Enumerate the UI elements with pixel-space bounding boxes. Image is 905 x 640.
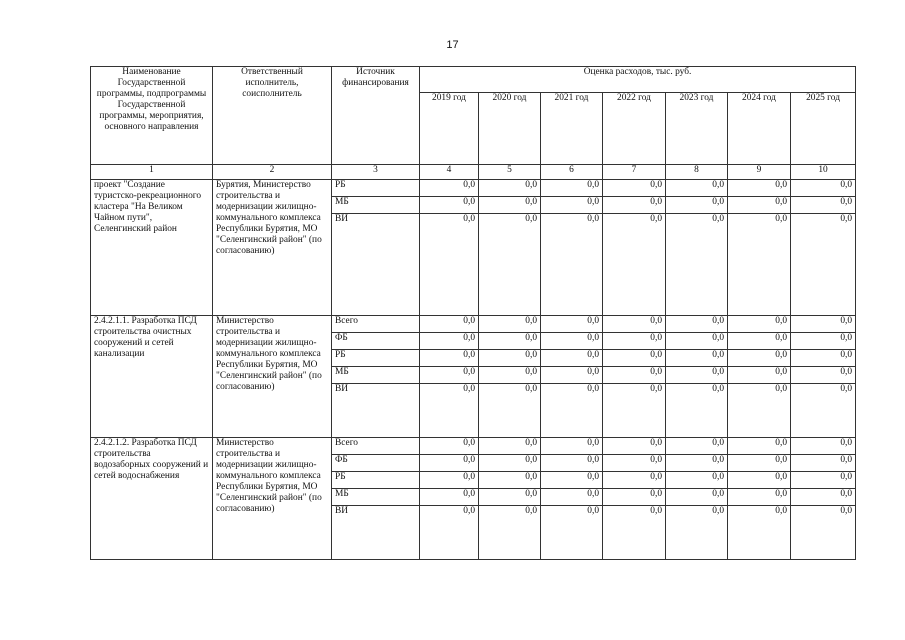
page-number: 17 (446, 39, 459, 51)
value-cell: 0,0 (603, 197, 666, 214)
value-cell: 0,0 (479, 455, 541, 472)
value-cell: 0,0 (603, 455, 666, 472)
column-number: 5 (479, 165, 541, 180)
value-cell: 0,0 (728, 333, 791, 350)
value-cell: 0,0 (420, 455, 479, 472)
row-source: ФБ (332, 333, 420, 350)
value-cell: 0,0 (603, 350, 666, 367)
row-source: ВИ (332, 384, 420, 438)
value-cell: 0,0 (728, 506, 791, 560)
budget-table (90, 66, 856, 560)
value-cell: 0,0 (666, 214, 728, 316)
column-number: 1 (91, 165, 213, 180)
value-cell: 0,0 (666, 197, 728, 214)
value-cell: 0,0 (666, 316, 728, 333)
row-name: 2.4.2.1.1. Разработка ПСД строительства очистных сооружений и сетей канализации (91, 316, 213, 438)
value-cell: 0,0 (420, 367, 479, 384)
table-row (91, 316, 856, 333)
value-cell: 0,0 (541, 472, 603, 489)
value-cell: 0,0 (728, 367, 791, 384)
column-number: 4 (420, 165, 479, 180)
column-number: 3 (332, 165, 420, 180)
value-cell: 0,0 (479, 333, 541, 350)
value-cell: 0,0 (791, 384, 856, 438)
row-source: РБ (332, 472, 420, 489)
value-cell: 0,0 (603, 438, 666, 455)
column-number-row (91, 165, 856, 180)
value-cell: 0,0 (666, 384, 728, 438)
row-responsible: Министерство строительства и модернизации жилищно-коммунального комплекса Республики Бурятия, МО "Селенгинский район" (по согласованию) (213, 316, 332, 438)
value-cell: 0,0 (420, 472, 479, 489)
row-source: ВИ (332, 506, 420, 560)
value-cell: 0,0 (728, 455, 791, 472)
value-cell: 0,0 (479, 472, 541, 489)
value-cell: 0,0 (479, 506, 541, 560)
value-cell: 0,0 (666, 455, 728, 472)
header-responsible: Ответственный исполнитель, соисполнитель (213, 67, 332, 165)
value-cell: 0,0 (603, 506, 666, 560)
value-cell: 0,0 (603, 333, 666, 350)
row-source: МБ (332, 367, 420, 384)
value-cell: 0,0 (791, 350, 856, 367)
value-cell: 0,0 (541, 333, 603, 350)
value-cell: 0,0 (666, 367, 728, 384)
column-number: 8 (666, 165, 728, 180)
value-cell: 0,0 (603, 489, 666, 506)
header-year: 2023 год (666, 93, 728, 165)
value-cell: 0,0 (541, 214, 603, 316)
value-cell: 0,0 (479, 197, 541, 214)
value-cell: 0,0 (666, 489, 728, 506)
value-cell: 0,0 (791, 367, 856, 384)
value-cell: 0,0 (420, 180, 479, 197)
value-cell: 0,0 (791, 214, 856, 316)
value-cell: 0,0 (666, 472, 728, 489)
header-year: 2025 год (791, 93, 856, 165)
column-number: 10 (791, 165, 856, 180)
value-cell: 0,0 (420, 489, 479, 506)
value-cell: 0,0 (541, 316, 603, 333)
row-source: Всего (332, 316, 420, 333)
value-cell: 0,0 (603, 214, 666, 316)
header-year: 2020 год (479, 93, 541, 165)
value-cell: 0,0 (728, 489, 791, 506)
value-cell: 0,0 (666, 506, 728, 560)
value-cell: 0,0 (791, 489, 856, 506)
table-row (91, 438, 856, 455)
column-number: 9 (728, 165, 791, 180)
row-source: ФБ (332, 455, 420, 472)
header-estimate: Оценка расходов, тыс. руб. (420, 67, 856, 93)
value-cell: 0,0 (479, 438, 541, 455)
table-row (91, 180, 856, 197)
row-source: Всего (332, 438, 420, 455)
row-source: МБ (332, 197, 420, 214)
value-cell: 0,0 (420, 197, 479, 214)
row-source: РБ (332, 350, 420, 367)
value-cell: 0,0 (603, 472, 666, 489)
row-name: 2.4.2.1.2. Разработка ПСД строительства водозаборных сооружений и сетей водоснабжения (91, 438, 213, 560)
value-cell: 0,0 (791, 472, 856, 489)
value-cell: 0,0 (479, 316, 541, 333)
value-cell: 0,0 (541, 180, 603, 197)
header-year: 2021 год (541, 93, 603, 165)
value-cell: 0,0 (420, 350, 479, 367)
value-cell: 0,0 (603, 180, 666, 197)
value-cell: 0,0 (666, 438, 728, 455)
column-number: 7 (603, 165, 666, 180)
value-cell: 0,0 (791, 180, 856, 197)
header-year: 2019 год (420, 93, 479, 165)
header-year: 2024 год (728, 93, 791, 165)
value-cell: 0,0 (541, 350, 603, 367)
value-cell: 0,0 (420, 384, 479, 438)
value-cell: 0,0 (420, 438, 479, 455)
column-number: 2 (213, 165, 332, 180)
row-responsible: Бурятия, Министерство строительства и модернизации жилищно-коммунального комплекса Республики Бурятия, МО "Селенгинский район" (по согласованию) (213, 180, 332, 316)
value-cell: 0,0 (420, 316, 479, 333)
value-cell: 0,0 (728, 214, 791, 316)
row-source: ВИ (332, 214, 420, 316)
value-cell: 0,0 (603, 367, 666, 384)
value-cell: 0,0 (603, 384, 666, 438)
value-cell: 0,0 (479, 489, 541, 506)
value-cell: 0,0 (420, 214, 479, 316)
column-number: 6 (541, 165, 603, 180)
value-cell: 0,0 (541, 506, 603, 560)
value-cell: 0,0 (479, 367, 541, 384)
value-cell: 0,0 (666, 350, 728, 367)
value-cell: 0,0 (479, 214, 541, 316)
value-cell: 0,0 (728, 472, 791, 489)
value-cell: 0,0 (728, 350, 791, 367)
value-cell: 0,0 (541, 438, 603, 455)
header-source: Источник финансирования (332, 67, 420, 165)
value-cell: 0,0 (666, 333, 728, 350)
value-cell: 0,0 (728, 384, 791, 438)
value-cell: 0,0 (541, 384, 603, 438)
value-cell: 0,0 (791, 333, 856, 350)
value-cell: 0,0 (420, 333, 479, 350)
value-cell: 0,0 (791, 197, 856, 214)
value-cell: 0,0 (541, 489, 603, 506)
value-cell: 0,0 (791, 316, 856, 333)
row-name: проект "Создание туристско-рекреационного кластера "На Великом Чайном пути", Селенгинский район (91, 180, 213, 316)
value-cell: 0,0 (728, 197, 791, 214)
value-cell: 0,0 (791, 506, 856, 560)
value-cell: 0,0 (728, 180, 791, 197)
value-cell: 0,0 (541, 367, 603, 384)
value-cell: 0,0 (791, 455, 856, 472)
value-cell: 0,0 (603, 316, 666, 333)
value-cell: 0,0 (728, 438, 791, 455)
value-cell: 0,0 (420, 506, 479, 560)
value-cell: 0,0 (479, 180, 541, 197)
header-row (91, 67, 856, 93)
value-cell: 0,0 (666, 180, 728, 197)
value-cell: 0,0 (541, 455, 603, 472)
value-cell: 0,0 (541, 197, 603, 214)
row-responsible: Министерство строительства и модернизации жилищно-коммунального комплекса Республики Бурятия, МО "Селенгинский район" (по согласованию) (213, 438, 332, 560)
value-cell: 0,0 (479, 350, 541, 367)
value-cell: 0,0 (479, 384, 541, 438)
row-source: РБ (332, 180, 420, 197)
value-cell: 0,0 (791, 438, 856, 455)
header-name: Наименование Государственной программы, подпрограммы Государственной программы, мероприятия, основного направления (91, 67, 213, 165)
header-year: 2022 год (603, 93, 666, 165)
row-source: МБ (332, 489, 420, 506)
value-cell: 0,0 (728, 316, 791, 333)
